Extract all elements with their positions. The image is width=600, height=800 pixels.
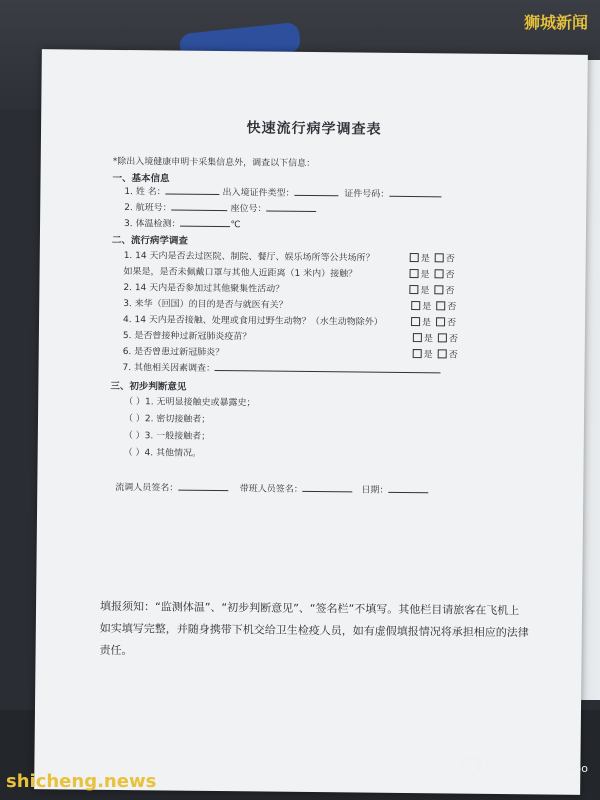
answer-2 [409,283,454,296]
watermark-shicheng-domain: shicheng.news [6,771,157,792]
id-type-field[interactable] [295,186,339,196]
filling-instructions: 填报须知：“监测体温”、“初步判断意见”、“签名栏”不填写。其他栏目请旅客在飞机上如实填写完整，并随身携带下机交给卫生检疫人员，如有虚假填报情况将承担相应的法律责任。 [99,599,529,658]
judgement-option-4[interactable]: （ ）4. 其他情况。 [123,448,202,459]
checkbox-no[interactable] [436,317,445,326]
temperature-label: 3. 体温检测： [124,219,181,230]
row-temperature [124,216,241,230]
checkbox-no[interactable] [435,269,444,278]
yes-label: 是 [421,318,432,329]
answer-1 [410,251,455,264]
investigator-signature-field[interactable] [178,481,228,492]
no-label: 否 [448,334,458,345]
judgement-option-1[interactable]: （ ）1. 无明显接触史或暴露史； [124,397,256,409]
wechat-icon [461,757,481,775]
checkbox-yes[interactable] [411,317,420,326]
no-label: 否 [447,302,457,313]
section3-heading: 三、初步判断意见 [110,380,187,393]
flight-label: 2. 航班号： [124,203,172,214]
section2-heading: 二、流行病学调查 [111,234,188,247]
question-4: 4. 14 天内是否接触、处理或食用过野生动物？（水生动物除外） [123,315,383,328]
checkbox-no[interactable] [434,285,443,294]
id-number-label: 证件号码： [344,189,390,200]
question-5: 5. 是否曾接种过新冠肺炎疫苗？ [122,331,252,343]
yes-label: 是 [423,334,433,345]
no-label: 否 [445,270,455,281]
question-6: 6. 是否曾患过新冠肺炎？ [122,347,225,359]
question-1-followup: 如果是，是否未佩戴口罩与其他人近距离（1 米内）接触？ [123,267,358,280]
checkbox-no[interactable] [436,301,445,310]
wechat-id: 微信号: kanxinjiapo [484,762,588,775]
watermark-shicheng-news-cn: 狮城新闻 [523,13,588,32]
seat-label: 座位号： [230,204,267,215]
other-factors-field[interactable] [215,361,441,373]
checkbox-yes[interactable] [409,285,418,294]
answer-6 [413,347,458,360]
answer-4 [411,315,456,328]
name-label: 1. 姓 名： [124,187,166,198]
section1-heading: 一、基本信息 [112,172,170,185]
question-7 [123,360,442,376]
yes-label: 是 [423,350,433,361]
checkbox-no[interactable] [438,333,447,342]
question-1: 1. 14 天内是否去过医院、制院、餐厅、娱乐场所等公共场所？ [123,251,375,264]
intro-text: *除出入境健康申明卡采集信息外，调查以下信息： [112,156,316,170]
no-label: 否 [448,350,458,361]
row-flight-seat [124,200,316,215]
checkbox-yes[interactable] [410,253,419,262]
id-number-field[interactable] [389,187,441,198]
date-label: 日期： [361,485,389,496]
checkbox-yes[interactable] [413,333,422,342]
judgement-option-2[interactable]: （ ）2. 密切接触者； [123,414,211,425]
name-field[interactable] [166,184,220,195]
flight-field[interactable] [172,201,228,212]
date-field[interactable] [388,483,428,493]
answer-3 [411,299,456,312]
yes-label: 是 [420,286,430,297]
yes-label: 是 [420,270,430,281]
temperature-field[interactable] [180,217,230,228]
no-label: 否 [445,254,455,265]
question-2: 2. 14 天内是否参加过其他聚集性活动？ [123,283,285,295]
leader-signature-label: 带班人员签名： [239,484,303,495]
temperature-unit: ℃ [230,220,241,231]
form-title: 快速流行病学调查表 [246,120,382,138]
answer-5 [413,331,458,344]
answer-1b [409,267,454,280]
checkbox-no[interactable] [438,349,447,358]
row-name-id [124,184,441,200]
no-label: 否 [445,286,455,297]
question-7-label: 7. 其他相关因素调查： [122,363,216,374]
signature-row [115,480,428,496]
id-type-label: 出入境证件类型： [222,188,295,199]
survey-form-paper [34,49,588,795]
seat-field[interactable] [267,202,317,213]
checkbox-yes[interactable] [411,301,420,310]
question-3: 3. 来华（回国）的目的是否与就医有关？ [123,299,288,311]
investigator-signature-label: 流调人员签名： [115,482,179,494]
leader-signature-field[interactable] [303,482,353,493]
no-label: 否 [447,318,457,329]
checkbox-no[interactable] [435,253,444,262]
yes-label: 是 [422,302,432,313]
judgement-option-3[interactable]: （ ）3. 一般接触者； [123,431,211,442]
checkbox-yes[interactable] [410,269,419,278]
checkbox-yes[interactable] [413,349,422,358]
watermark-wechat [461,757,588,776]
yes-label: 是 [420,254,430,265]
